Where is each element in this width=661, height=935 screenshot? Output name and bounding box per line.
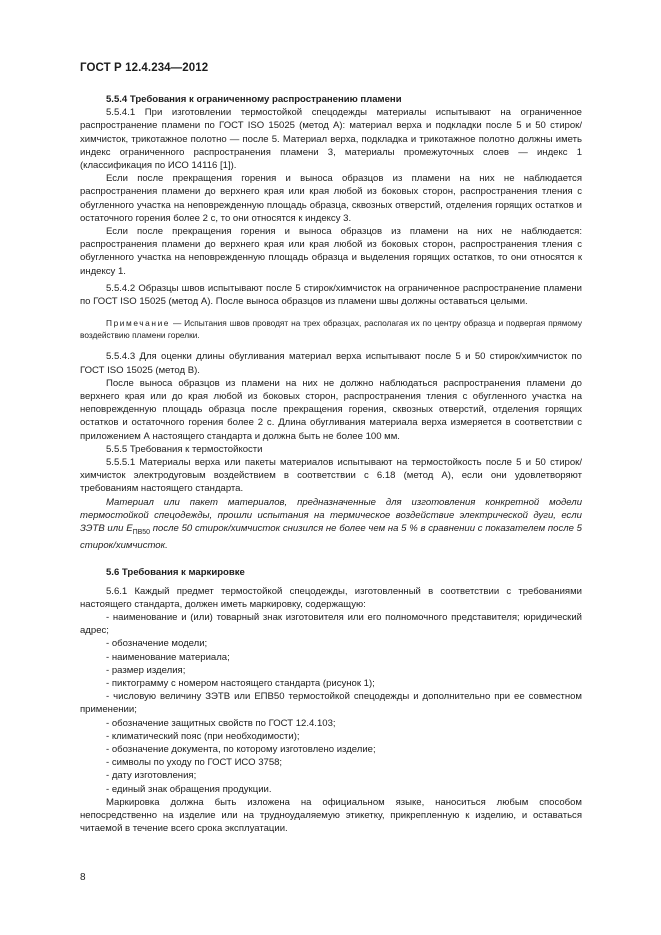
list-item: - климатический пояс (при необходимости); [106, 730, 300, 742]
list-item: - обозначение модели; [106, 638, 208, 650]
list-item: - числовую величину ЗЭТВ или ЕПВ50 термостойкой спецодежды и дополнительно при ее совместном применении; [80, 691, 582, 716]
paragraph: 5.5.4.2 Образцы швов испытывают после 5 стирок/химчисток на ограниченное распространение пламени по ГОСТ ISO 15025 (метод А). После выноса образцов из пламени швы должны оставаться целыми. [80, 282, 582, 308]
italic-text-post: после 50 стирок/химчисток снизился не более чем на 5 % в сравнении с показателем после 5 стирок/химчисток. [80, 523, 582, 552]
section-heading: 5.5.4 Требования к ограниченному распространению пламени [106, 94, 402, 105]
page-number: 8 [80, 872, 86, 883]
paragraph: Если после прекращения горения и выноса образцов из пламени на них не наблюдается распространения пламени до верхнего края или края любой из боковых сторон, распространения тления с обугленного участка на неповрежденную площадь образца, сквозных отверстий, отделения горящих остатков и остаточного горения более 2 с, то они относятся к индексу 3. [80, 173, 582, 224]
list-item: - размер изделия; [106, 664, 186, 676]
list-item: - обозначение защитных свойств по ГОСТ 12.4.103; [106, 717, 336, 729]
list-item: - наименование материала; [106, 651, 230, 663]
note [80, 318, 582, 341]
list-item: - символы по уходу по ГОСТ ИСО 3758; [106, 757, 283, 769]
subsection-heading: 5.5.5 Требования к термостойкости [106, 443, 263, 455]
paragraph: 5.6.1 Каждый предмет термостойкой спецодежды, изготовленный в соответствии с требованиями настоящего стандарта, должен иметь маркировку, содержащую: [80, 585, 582, 610]
list-item: - дату изготовления; [106, 770, 197, 782]
paragraph: Если после прекращения горения и выноса образцов из пламени на них не наблюдается: распространения пламени до верхнего края или края любой из боковых сторон, распространения тления с обугленного участка на неповрежденную площадь образца и выделения горящих остатков, то они относятся к индексу 1. [80, 226, 582, 277]
paragraph: После выноса образцов из пламени на них не должно наблюдаться распространения пламени до верхнего края или до края любой из боковых сторон, распространения тления с обугленного участка на неповрежденную площадь образца после прекращения горения, сквозных отверстий, отделения горящих остатков и остаточного горения более 2 с. Длина обугливания материала верха измеряется в соответствии с приложением А настоящего стандарта и должна быть не более 100 мм. [80, 377, 582, 442]
list-item: - единый знак обращения продукции. [106, 783, 272, 795]
list-item: - наименование и (или) товарный знак изготовителя или его полномочного представителя; юридический адрес; [80, 612, 582, 637]
list-item: - пиктограмму с номером настоящего стандарта (рисунок 1); [106, 678, 375, 690]
italic-text-pre: Материал или пакет материалов, предназначенные для изготовления конкретной модели термостойкой спецодежды, прошли испытания на термическое воздействие электрической дуги, если ЗЭТВ или [80, 496, 582, 535]
paragraph: Маркировка должна быть изложена на официальном языке, наноситься любым способом непосредственно на изделие или на трудноудаляемую этикетку, прикрепленную к изделию, и оставаться читаемой в течение всего срока эксплуатации. [80, 796, 582, 835]
italic-paragraph [80, 496, 582, 553]
paragraph: 5.5.5.1 Материалы верха или пакеты материалов испытывают на термостойкость после 5 и 50 стирок/химчисток электродуговым воздействием в соответствии с 6.18 (метод А), если они удовлетворяют требованиям настоящего стандарта. [80, 457, 582, 495]
paragraph: 5.5.4.3 Для оценки длины обугливания материал верха испытывают после 5 и 50 стирок/химчисток по ГОСТ ISO 15025 (метод В). [80, 351, 582, 376]
symbol-e: E [126, 523, 133, 535]
paragraph: 5.5.4.1 При изготовлении термостойкой спецодежды материалы испытывают на ограниченное распространение пламени по ГОСТ ISO 15025 (метод А): материал верха и подкладки после 5 и 50 стирок/химчисток, трикотажное полотно — после 5. Материал верха, подкладка и трикотажное полотно должны иметь индекс ограниченного распространения пламени 3, материалы промежуточных слоев — индекс 1 (классификация по ИСО 14116 [1]). [80, 107, 582, 172]
document-header: ГОСТ Р 12.4.234—2012 [80, 62, 209, 74]
note-label: Примечание [106, 318, 171, 329]
section-heading: 5.6 Требования к маркировке [106, 567, 245, 579]
document-body [80, 93, 582, 835]
symbol-subscript: ПВ50 [132, 528, 151, 536]
note-text: — Испытания швов проводят на трех образцах, располагая их по центру образца и подвергая прямому воздействию пламени горелки. [80, 318, 582, 340]
list-item: - обозначение документа, по которому изготовлено изделие; [106, 744, 376, 756]
